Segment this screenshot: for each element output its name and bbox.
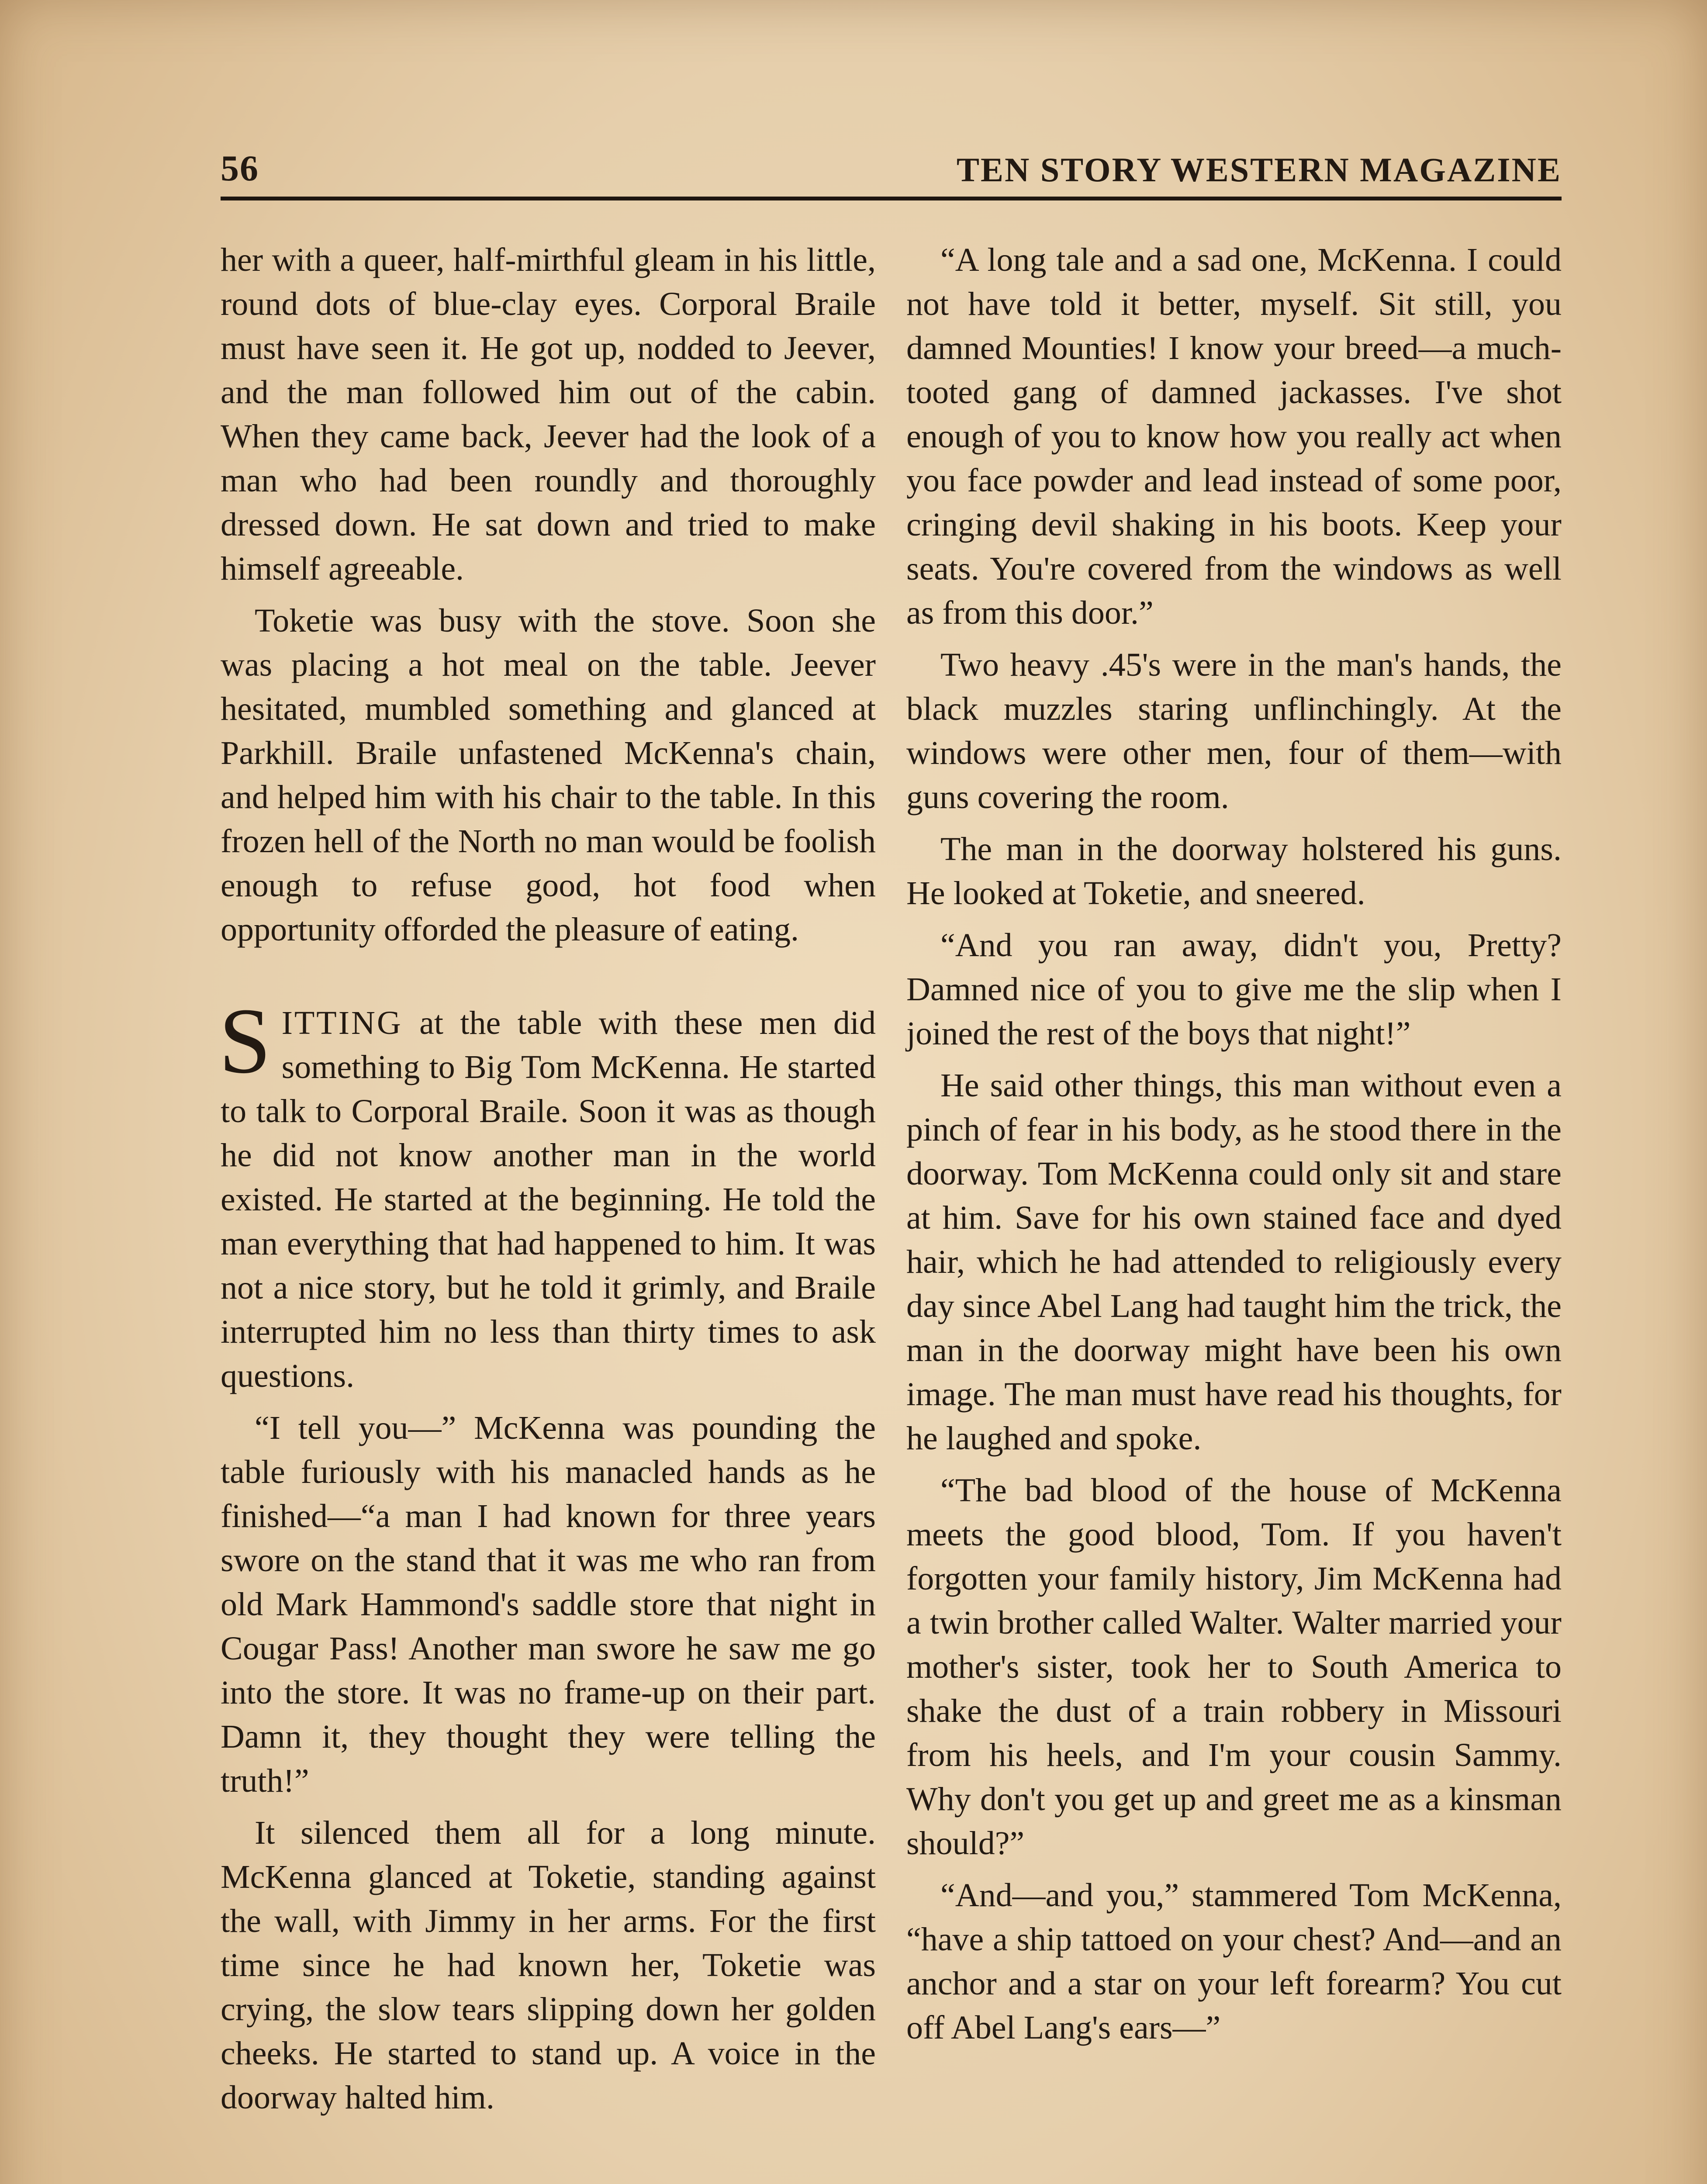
small-caps-lead: ITTING: [281, 1005, 403, 1041]
paragraph: “I tell you—” McKenna was pounding the table furiously with his manacled hands as he finished—“a man I had known for three years swore on the stand that it was me who ran from old Mark Hammond's saddle store that night in Cougar Pass! Another man swore he saw me go into the store. It was no frame-up on their part. Damn it, they thought they were telling the truth!”: [221, 1410, 876, 1799]
paragraph: her with a queer, half-mirthful gleam in his little, round dots of blue-clay eyes. Corporal Braile must have seen it. He got up, nodded to Jeever, and the man followed him out of the cabin. When they came back, Jeever had the look of a man who had been roundly and thoroughly dressed down. He sat down and tried to make himself agreeable.: [221, 242, 876, 587]
paragraph: “And you ran away, didn't you, Pretty? Damned nice of you to give me the slip when I joined the rest of the boys that night!”: [906, 927, 1562, 1052]
drop-cap: S: [219, 988, 271, 1093]
paragraph: “And—and you,” stammered Tom McKenna, “have a ship tattoed on your chest? And—and an anchor and a star on your left forearm? You cut off Abel Lang's ears—”: [906, 1877, 1562, 2046]
page-number: 56: [221, 148, 259, 189]
paragraph: Two heavy .45's were in the man's hands, the black muzzles staring unflinchingly. At the windows were other men, four of them—with guns covering the room.: [906, 646, 1562, 816]
page-header: [221, 144, 1562, 197]
paragraph-with-dropcap: [219, 988, 876, 1398]
paragraph: “The bad blood of the house of McKenna meets the good blood, Tom. If you haven't forgotten your family history, Jim McKenna had a twin brother called Walter. Walter married your mother's sister, took her to South America to shake the dust of a train robbery in Missouri from his heels, and I'm your cousin Sammy. Why don't you get up and greet me as a kinsman should?”: [906, 1472, 1562, 1862]
paragraph: The man in the doorway holstered his guns. He looked at Toketie, and sneered.: [906, 831, 1562, 912]
paragraph: He said other things, this man without even a pinch of fear in his body, as he stood there in the doorway. Tom McKenna could only sit and stare at him. Save for his own stained face and dyed hair, which he had attended to religiously every day since Abel Lang had taught him the trick, the man in the doorway might have been his own image. The man must have read his thoughts, for he laughed and spoke.: [906, 1067, 1562, 1457]
paragraph: Toketie was busy with the stove. Soon she was placing a hot meal on the table. Jeever hesitated, mumbled something and glanced at Parkhill. Braile unfastened McKenna's chain, and helped him with his chair to the table. In this frozen hell of the North no man would be foolish enough to refuse good, hot food when opportunity offorded the pleasure of eating.: [221, 602, 876, 948]
running-head: TEN STORY WESTERN MAGAZINE: [957, 151, 1562, 189]
paragraph: It silenced them all for a long minute. McKenna glanced at Toketie, standing against the wall, with Jimmy in her arms. For the first time since he had known her, Toketie was crying, the slow tears slipping down her golden cheeks. He started to stand up. A voice in the doorway halted him.: [221, 1814, 876, 2116]
section-break: [221, 960, 876, 1001]
right-column: [906, 238, 1562, 2058]
header-rule: [221, 197, 1562, 200]
paragraph: “A long tale and a sad one, McKenna. I could not have told it better, myself. Sit still, you damned Mounties! I know your breed—a much-tooted gang of damned jackasses. I've shot enough of you to know how you really act when you face powder and lead instead of some poor, cringing devil shaking in his boots. Keep your seats. You're covered from the windows as well as from this door.”: [906, 242, 1562, 631]
paragraph-text: at the table with these men did something to Big Tom McKenna. He started to talk to Corporal Braile. Soon it was as though he did not know another man in the world existed. He started at the beginning. He told the man everything that had happened to him. It was not a nice story, but he told it grimly, and Braile interrupted him no less than thirty times to ask questions.: [221, 1005, 876, 1394]
left-column: [221, 238, 876, 2128]
